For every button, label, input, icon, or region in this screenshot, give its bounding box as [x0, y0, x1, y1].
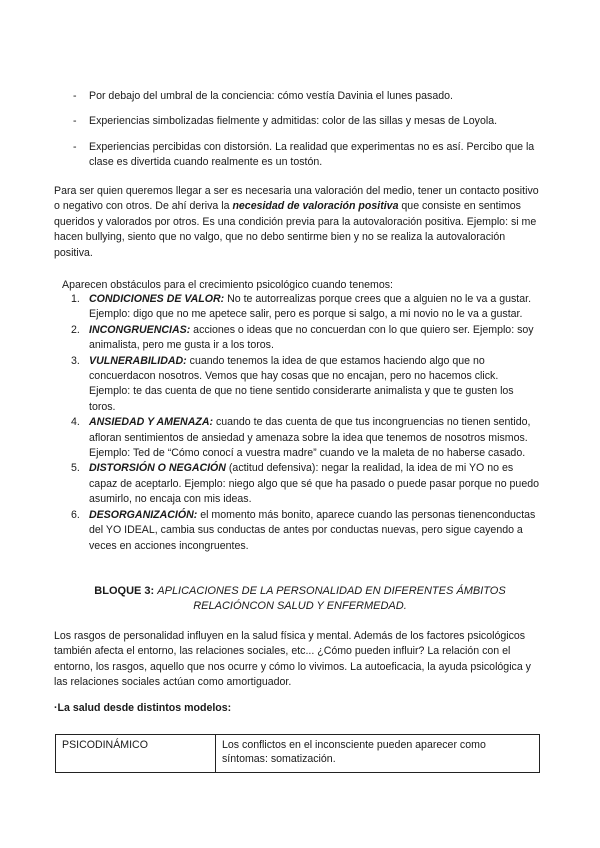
obstacle-text: No te autorrealizas porque crees que a alguien no le va a gustar. Ejemplo: digo que no me apetece salir, pero es porque si salgo, a mi novio no le va a gustar. — [89, 293, 532, 321]
obstacle-item — [71, 292, 541, 323]
obstacle-term: ANSIEDAD Y AMENAZA: — [89, 416, 213, 429]
obstacle-term: DISTORSIÓN O NEGACIÓN — [89, 462, 226, 475]
obstacle-text: cuando tenemos la idea de que estamos haciendo algo que no concuerdacon nosotros. Vemos que hay cosas que no encajan, pero no hacemos click. Ejemplo: te das cuenta de que no tiene sentido considerarte animalista y que te gusten los toros. — [89, 354, 514, 413]
obstacle-item — [71, 508, 541, 554]
obstacle-text: (actitud defensiva): negar la realidad, la idea de mi YO no es capaz de aceptarlo. Ejemplo: niego algo que sé que ha pasado o puede pasar porque no puedo asumirlo, no encaja con mis ideas. — [89, 462, 539, 506]
models-table — [55, 734, 540, 773]
item-number: 4. — [71, 416, 80, 429]
paragraph-text: que consiste en sentimos queridos y valorados por otros. Es una condición previa para la autovaloración positiva. Ejemplo: si me hacen bullying, siento que no valgo, que no debo sentirme bien y no se realiza la autovaloración positiva. — [54, 200, 537, 259]
obstacle-term: CONDICIONES DE VALOR: — [89, 293, 225, 305]
obstacle-item — [71, 415, 541, 461]
dash-item: - Por debajo del umbral de la conciencia: cómo vestía Davinia el lunes pasado. — [73, 89, 553, 104]
bloque-title: APLICACIONES DE LA PERSONALIDAD EN DIFERENTES ÁMBITOS RELACIÓNCON SALUD Y ENFERMEDAD. — [157, 585, 506, 613]
dash-item: - Experiencias percibidas con distorsión. La realidad que experimentas no es así. Percibo que la clase es divertida cuando realmente es un tostón. — [73, 140, 553, 171]
obstacle-text: cuando te das cuenta de que tus incongruencias no tienen sentido, afloran sentimientos de ansiedad y amenaza sobre la idea que tenemos de nosotros mismos. Ejemplo: Ted de “Cómo conocí a vuestra madre” cuando ve la maleta de no haberse casado. — [89, 416, 531, 460]
item-number: 5. — [71, 462, 80, 475]
obstacle-item — [71, 354, 541, 416]
bloque-label: BLOQUE 3: — [94, 585, 155, 597]
obstacles-intro: Aparecen obstáculos para el crecimiento psicológico cuando tenemos: — [62, 279, 393, 291]
section-heading-bloque — [54, 584, 546, 615]
model-name-cell: PSICODINÁMICO — [56, 735, 216, 773]
obstacle-item — [71, 461, 541, 507]
paragraph-text: Para ser quien queremos llegar a ser es necesaria una valoración del medio, tener un contacto positivo o negativo con otros. De ahí deriva la — [54, 185, 539, 213]
model-description-cell: Los conflictos en el inconsciente pueden aparecer como síntomas: somatización. — [216, 735, 540, 773]
salud-heading: ·La salud desde distintos modelos: — [54, 702, 232, 714]
obstacle-text: acciones o ideas que no concuerdan con lo que quiero ser. Ejemplo: soy animalista, pero me gusta ir a los toros. — [89, 323, 534, 352]
obstacle-text: el momento más bonito, aparece cuando las personas tienenconductas del YO IDEAL, cambia sus conductas de antes por conductas nuevas, pero sigue cayendo a veces en acciones incongruentes. — [89, 508, 536, 552]
dash-list — [73, 89, 553, 181]
paragraph-rasgos: Los rasgos de personalidad influyen en la salud física y mental. Además de los factores psicológicos también afecta el entorno, las relaciones sociales, etc... ¿Cómo pueden influir? La relación con el entorno, los rasgos, aquello que nos ocurre y cómo lo vivimos. La autoeficacia, la ayuda psicológica y las relaciones sociales actúan como amortiguador. — [54, 630, 531, 689]
item-number: 6. — [71, 508, 80, 521]
table-row — [56, 735, 540, 773]
item-number: 3. — [71, 354, 80, 367]
obstacle-term: INCONGRUENCIAS: — [89, 323, 191, 336]
obstacle-term: DESORGANIZACIÓN: — [89, 508, 198, 521]
item-number: 2. — [71, 323, 80, 336]
item-number: 1. — [71, 293, 80, 305]
obstacle-item — [71, 323, 541, 354]
emphasis-term: necesidad de valoración positiva — [232, 200, 399, 213]
paragraph-valoracion — [54, 184, 546, 261]
dash-item: - Experiencias simbolizadas fielmente y admitidas: color de las sillas y mesas de Loyola. — [73, 114, 553, 129]
obstacles-list — [71, 292, 541, 554]
obstacle-term: VULNERABILIDAD: — [89, 354, 187, 367]
